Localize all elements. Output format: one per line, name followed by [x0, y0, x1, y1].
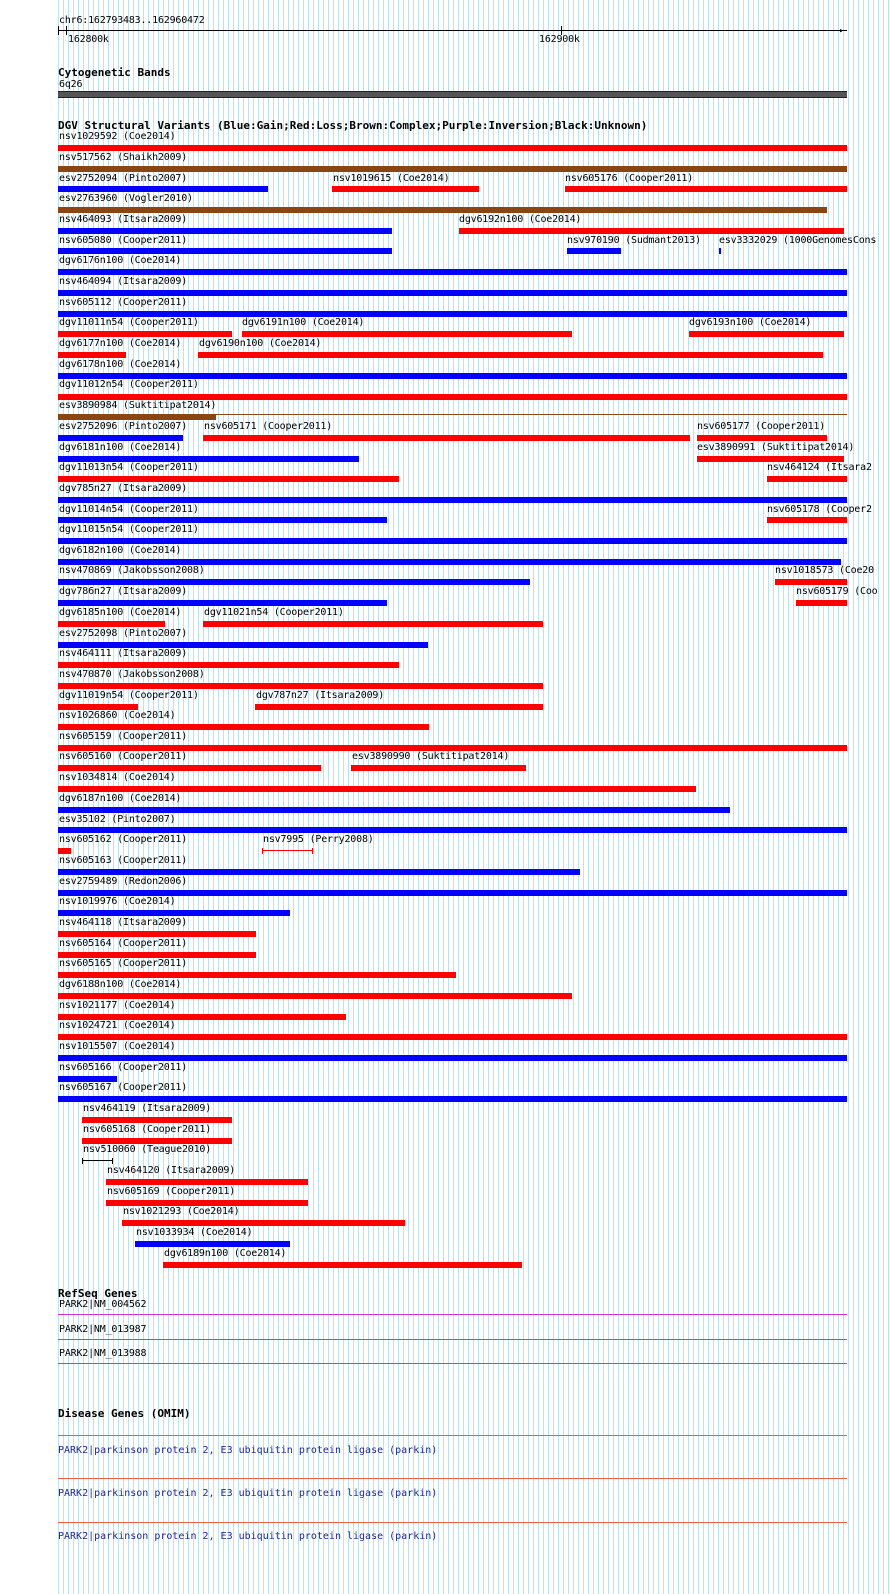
dgv-feature-label: dgv6193n100 (Coe2014) — [689, 317, 812, 328]
dgv-feature-bar[interactable] — [58, 931, 256, 937]
dgv-feature-bar[interactable] — [58, 579, 530, 585]
dgv-feature-bar[interactable] — [58, 993, 572, 999]
dgv-feature-label: dgv6177n100 (Coe2014) — [59, 338, 182, 349]
omim-gene-label[interactable]: PARK2|parkinson protein 2, E3 ubiquitin protein ligase (parkin) — [58, 1531, 438, 1542]
dgv-feature-label: esv2752096 (Pinto2007) — [59, 421, 188, 432]
ruler-start-tick — [58, 26, 59, 35]
dgv-feature-label: dgv786n27 (Itsara2009) — [59, 586, 188, 597]
dgv-feature-bar[interactable] — [58, 848, 71, 854]
dgv-feature-label: nsv970190 (Sudmant2013) — [567, 235, 701, 246]
dgv-range-endcap — [112, 1158, 113, 1164]
track-title-refseq: RefSeq Genes — [58, 1287, 138, 1300]
dgv-feature-label: nsv464120 (Itsara2009) — [107, 1165, 236, 1176]
dgv-feature-label: nsv605178 (Cooper2 — [767, 504, 872, 515]
dgv-feature-label: nsv1019615 (Coe2014) — [333, 173, 450, 184]
dgv-feature-label: nsv464094 (Itsara2009) — [59, 276, 188, 287]
dgv-feature-label: nsv1033934 (Coe2014) — [136, 1227, 253, 1238]
dgv-feature-bar[interactable] — [58, 1034, 847, 1040]
ruler-arrow-icon: ▸ — [839, 26, 845, 36]
dgv-feature-label: dgv6188n100 (Coe2014) — [59, 979, 182, 990]
dgv-feature-label: dgv6185n100 (Coe2014) — [59, 607, 182, 618]
dgv-feature-bar[interactable] — [58, 331, 232, 337]
dgv-feature-label: nsv1024721 (Coe2014) — [59, 1020, 176, 1031]
dgv-feature-bar[interactable] — [796, 600, 847, 606]
dgv-feature-label: nsv464111 (Itsara2009) — [59, 648, 188, 659]
dgv-feature-label: nsv605177 (Cooper2011) — [697, 421, 826, 432]
dgv-feature-bar[interactable] — [332, 186, 479, 192]
dgv-feature-bar[interactable] — [242, 331, 572, 337]
dgv-feature-bar[interactable] — [58, 807, 730, 813]
dgv-feature-bar[interactable] — [58, 497, 847, 503]
dgv-feature-bar[interactable] — [82, 1117, 232, 1123]
dgv-feature-bar[interactable] — [58, 1055, 847, 1061]
dgv-feature-bar[interactable] — [58, 1096, 847, 1102]
dgv-feature-extent-line — [216, 414, 847, 415]
dgv-feature-bar[interactable] — [58, 765, 321, 771]
dgv-feature-label: dgv11014n54 (Cooper2011) — [59, 504, 199, 515]
dgv-feature-label: nsv464118 (Itsara2009) — [59, 917, 188, 928]
dgv-feature-bar[interactable] — [58, 248, 392, 254]
dgv-feature-label: dgv6181n100 (Coe2014) — [59, 442, 182, 453]
omim-gene-line[interactable] — [58, 1435, 847, 1436]
dgv-feature-bar[interactable] — [58, 186, 268, 192]
dgv-feature-bar[interactable] — [198, 352, 823, 358]
ruler-tick-label: 162900k — [539, 34, 580, 45]
refseq-gene-model[interactable] — [58, 1314, 847, 1315]
dgv-feature-bar[interactable] — [567, 248, 621, 254]
dgv-feature-bar[interactable] — [58, 269, 847, 275]
dgv-feature-label: dgv6178n100 (Coe2014) — [59, 359, 182, 370]
dgv-feature-label: dgv787n27 (Itsara2009) — [256, 690, 385, 701]
dgv-feature-bar[interactable] — [58, 890, 847, 896]
dgv-feature-label: nsv605164 (Cooper2011) — [59, 938, 188, 949]
dgv-feature-bar[interactable] — [719, 248, 721, 254]
dgv-feature-label: esv2752098 (Pinto2007) — [59, 628, 188, 639]
dgv-feature-label: nsv605166 (Cooper2011) — [59, 1062, 188, 1073]
dgv-feature-label: dgv6176n100 (Coe2014) — [59, 255, 182, 266]
dgv-feature-bar[interactable] — [58, 724, 429, 730]
dgv-feature-bar[interactable] — [122, 1220, 405, 1226]
track-title-dgv: DGV Structural Variants (Blue:Gain;Red:Loss;Brown:Complex;Purple:Inversion;Black:Unknown) — [58, 119, 648, 132]
omim-gene-label[interactable]: PARK2|parkinson protein 2, E3 ubiquitin protein ligase (parkin) — [58, 1445, 438, 1456]
dgv-feature-label: nsv605162 (Cooper2011) — [59, 834, 188, 845]
dgv-feature-label: dgv11013n54 (Cooper2011) — [59, 462, 199, 473]
dgv-feature-label: nsv605165 (Cooper2011) — [59, 958, 188, 969]
dgv-feature-bar[interactable] — [58, 972, 456, 978]
dgv-feature-label: dgv6187n100 (Coe2014) — [59, 793, 182, 804]
dgv-feature-label: dgv11011n54 (Cooper2011) — [59, 317, 199, 328]
dgv-feature-bar[interactable] — [58, 786, 696, 792]
dgv-feature-label: nsv7995 (Perry2008) — [263, 834, 374, 845]
dgv-feature-bar[interactable] — [58, 517, 387, 523]
omim-gene-label[interactable]: PARK2|parkinson protein 2, E3 ubiquitin protein ligase (parkin) — [58, 1488, 438, 1499]
dgv-range-endcap — [312, 848, 313, 854]
dgv-feature-label: nsv605112 (Cooper2011) — [59, 297, 188, 308]
ruler-axis — [58, 30, 847, 31]
dgv-feature-label: esv2763960 (Vogler2010) — [59, 193, 193, 204]
dgv-feature-label: dgv11019n54 (Cooper2011) — [59, 690, 199, 701]
dgv-feature-label: nsv1026860 (Coe2014) — [59, 710, 176, 721]
track-title-cytobands: Cytogenetic Bands — [58, 66, 171, 79]
dgv-feature-bar[interactable] — [767, 517, 847, 523]
refseq-gene-label: PARK2|NM_013988 — [59, 1348, 147, 1359]
refseq-gene-model[interactable] — [58, 1339, 847, 1340]
dgv-feature-bar[interactable] — [58, 827, 847, 833]
dgv-feature-label: nsv464093 (Itsara2009) — [59, 214, 188, 225]
dgv-feature-bar[interactable] — [767, 476, 847, 482]
dgv-feature-label: esv3332029 (1000GenomesCons — [719, 235, 877, 246]
omim-gene-line[interactable] — [58, 1478, 847, 1479]
dgv-range-endcap — [82, 1158, 83, 1164]
dgv-feature-label: dgv6190n100 (Coe2014) — [199, 338, 322, 349]
dgv-feature-bar[interactable] — [58, 435, 183, 441]
ruler-tick-162800k — [66, 26, 67, 35]
dgv-feature-label: nsv464119 (Itsara2009) — [83, 1103, 212, 1114]
dgv-feature-label: nsv470869 (Jakobsson2008) — [59, 565, 205, 576]
dgv-feature-label: esv2752094 (Pinto2007) — [59, 173, 188, 184]
dgv-range-endcap — [262, 848, 263, 854]
dgv-feature-bar[interactable] — [58, 414, 216, 420]
dgv-feature-label: nsv1034814 (Coe2014) — [59, 772, 176, 783]
dgv-feature-label: nsv605176 (Cooper2011) — [565, 173, 694, 184]
dgv-feature-bar[interactable] — [58, 662, 399, 668]
dgv-feature-label: dgv6191n100 (Coe2014) — [242, 317, 365, 328]
omim-gene-line[interactable] — [58, 1522, 847, 1523]
coordinate-range: chr6:162793483..162960472 — [59, 15, 205, 26]
cytoband-label: 6q26 — [59, 79, 83, 90]
dgv-feature-bar[interactable] — [203, 621, 543, 627]
ruler-tick-label: 162800k — [68, 34, 109, 45]
dgv-feature-label: nsv1021293 (Coe2014) — [123, 1206, 240, 1217]
dgv-feature-bar[interactable] — [58, 538, 847, 544]
dgv-feature-label: nsv605168 (Cooper2011) — [83, 1124, 212, 1135]
dgv-feature-label: nsv1021177 (Coe2014) — [59, 1000, 176, 1011]
dgv-feature-bar[interactable] — [58, 207, 827, 213]
dgv-feature-bar[interactable] — [689, 331, 844, 337]
dgv-feature-label: nsv605169 (Cooper2011) — [107, 1186, 236, 1197]
dgv-feature-bar[interactable] — [163, 1262, 522, 1268]
dgv-feature-label: nsv1018573 (Coe20 — [775, 565, 874, 576]
dgv-feature-label: esv2759489 (Redon2006) — [59, 876, 188, 887]
dgv-feature-bar[interactable] — [203, 435, 690, 441]
dgv-feature-label: nsv605167 (Cooper2011) — [59, 1082, 188, 1093]
dgv-feature-bar[interactable] — [58, 228, 392, 234]
dgv-feature-bar[interactable] — [58, 476, 399, 482]
dgv-feature-bar[interactable] — [459, 228, 844, 234]
dgv-feature-label: nsv517562 (Shaikh2009) — [59, 152, 188, 163]
dgv-feature-bar[interactable] — [58, 621, 165, 627]
dgv-feature-label: nsv605179 (Coo — [796, 586, 878, 597]
dgv-feature-bar[interactable] — [106, 1179, 308, 1185]
cytoband-bar[interactable] — [58, 91, 847, 98]
dgv-feature-bar[interactable] — [697, 435, 827, 441]
dgv-feature-label: dgv785n27 (Itsara2009) — [59, 483, 188, 494]
dgv-feature-label: dgv6192n100 (Coe2014) — [459, 214, 582, 225]
dgv-feature-bar[interactable] — [58, 910, 290, 916]
dgv-feature-bar[interactable] — [58, 145, 847, 151]
dgv-feature-label: nsv605159 (Cooper2011) — [59, 731, 188, 742]
dgv-feature-label: nsv605163 (Cooper2011) — [59, 855, 188, 866]
dgv-feature-label: nsv605171 (Cooper2011) — [204, 421, 333, 432]
dgv-feature-label: nsv605080 (Cooper2011) — [59, 235, 188, 246]
dgv-feature-label: esv3890991 (Suktitipat2014) — [697, 442, 855, 453]
dgv-feature-label: esv3890984 (Suktitipat2014) — [59, 400, 217, 411]
dgv-feature-bar[interactable] — [135, 1241, 290, 1247]
dgv-feature-label: esv3890990 (Suktitipat2014) — [352, 751, 510, 762]
dgv-feature-bar[interactable] — [58, 290, 847, 296]
dgv-feature-label: nsv605160 (Cooper2011) — [59, 751, 188, 762]
dgv-feature-bar[interactable] — [255, 704, 543, 710]
dgv-feature-label: nsv1019976 (Coe2014) — [59, 896, 176, 907]
dgv-feature-label: nsv510060 (Teague2010) — [83, 1144, 212, 1155]
dgv-feature-label: dgv11012n54 (Cooper2011) — [59, 379, 199, 390]
dgv-feature-label: esv35102 (Pinto2007) — [59, 814, 176, 825]
dgv-feature-label: dgv6189n100 (Coe2014) — [164, 1248, 287, 1259]
dgv-feature-label: dgv11015n54 (Cooper2011) — [59, 524, 199, 535]
dgv-feature-label: nsv464124 (Itsara2 — [767, 462, 872, 473]
dgv-feature-bar[interactable] — [58, 352, 126, 358]
dgv-feature-bar[interactable] — [58, 166, 847, 172]
track-title-omim: Disease Genes (OMIM) — [58, 1407, 191, 1420]
dgv-feature-bar[interactable] — [262, 850, 313, 851]
dgv-feature-label: dgv6182n100 (Coe2014) — [59, 545, 182, 556]
refseq-gene-model[interactable] — [58, 1363, 847, 1364]
dgv-feature-bar[interactable] — [58, 869, 580, 875]
dgv-feature-label: nsv1029592 (Coe2014) — [59, 131, 176, 142]
dgv-feature-label: nsv470870 (Jakobsson2008) — [59, 669, 205, 680]
dgv-feature-bar[interactable] — [775, 579, 847, 585]
dgv-feature-bar[interactable] — [58, 683, 543, 689]
dgv-feature-bar[interactable] — [82, 1160, 113, 1161]
dgv-feature-bar[interactable] — [351, 765, 526, 771]
dgv-feature-label: dgv11021n54 (Cooper2011) — [204, 607, 344, 618]
refseq-gene-label: PARK2|NM_004562 — [59, 1299, 147, 1310]
dgv-feature-bar[interactable] — [565, 186, 847, 192]
refseq-gene-label: PARK2|NM_013987 — [59, 1324, 147, 1335]
dgv-feature-label: nsv1015507 (Coe2014) — [59, 1041, 176, 1052]
dgv-feature-bar[interactable] — [58, 600, 387, 606]
